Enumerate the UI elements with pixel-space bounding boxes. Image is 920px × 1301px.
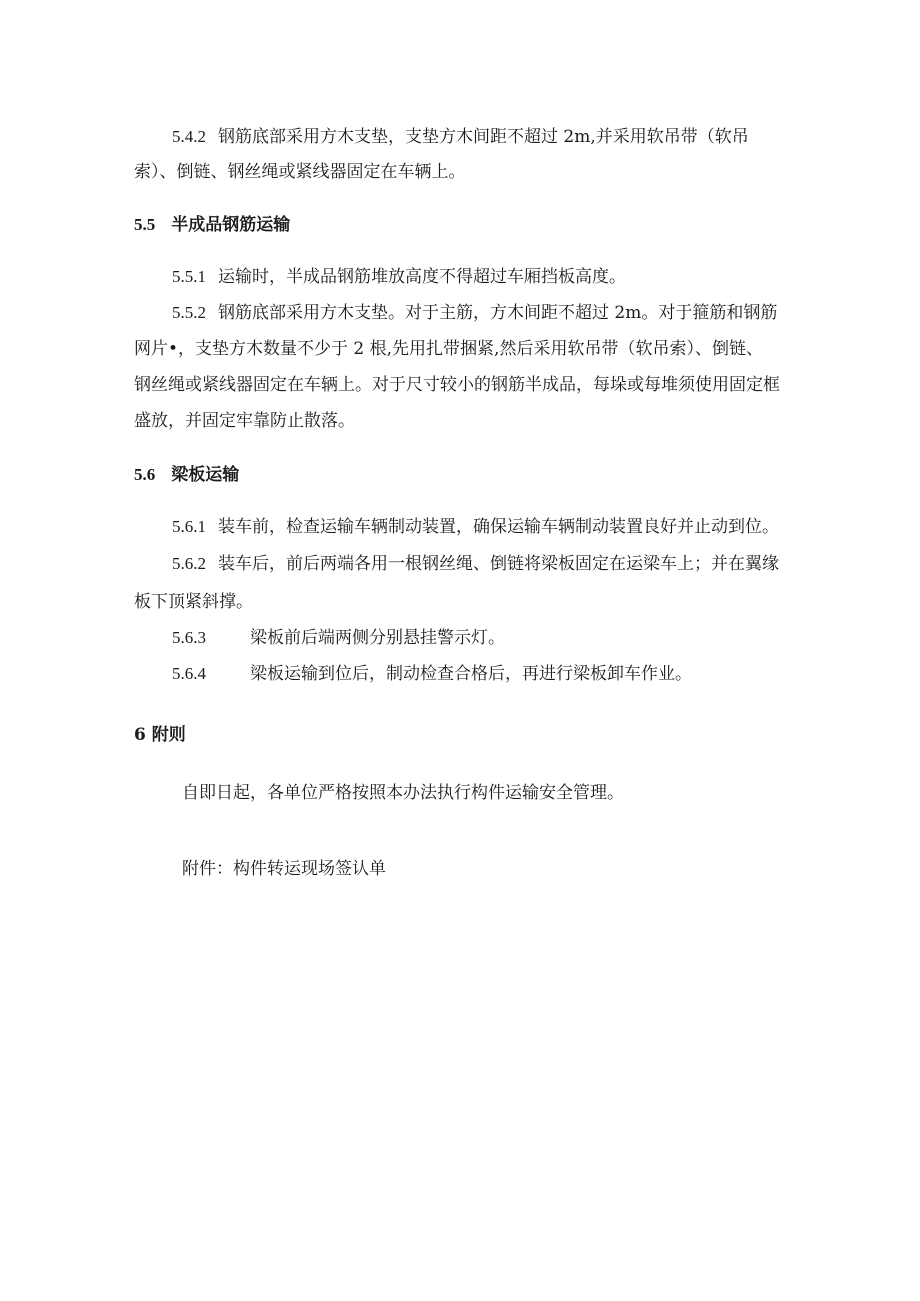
clause-text: 板下顶紧斜撑。	[134, 592, 253, 612]
clause-number: 5.5.2	[172, 303, 206, 322]
clause-text: 梁板运输到位后，制动检查合格后，再进行梁板卸车作业。	[250, 664, 692, 684]
paragraph-5-6-2-line-1	[172, 553, 779, 575]
section-heading-5-6	[134, 464, 239, 486]
clause-text: 梁板前后端两侧分别悬挂警示灯。	[250, 628, 505, 648]
section-number: 5.6	[134, 465, 156, 484]
paragraph-5-4-2-line-1	[172, 126, 749, 148]
clause-number: 5.4.2	[172, 127, 206, 146]
paragraph-5-5-2-line-4	[134, 410, 355, 432]
clause-text: 装车前，检查运输车辆制动装置，确保运输车辆制动装置良好并止动到位。	[218, 517, 779, 537]
clause-text: 运输时，半成品钢筋堆放高度不得超过车厢挡板高度。	[218, 267, 626, 287]
paragraph-5-4-2-line-2	[134, 161, 466, 183]
section-title: 6 附则	[134, 725, 186, 745]
clause-number: 5.6.2	[172, 554, 206, 573]
clause-number: 5.6.4	[172, 664, 206, 683]
clause-text: 盛放，并固定牢靠防止散落。	[134, 411, 355, 431]
clause-text: 钢丝绳或紧线器固定在车辆上。对于尺寸较小的钢筋半成品，每垛或每堆须使用固定框	[134, 375, 780, 395]
attachment-text: 附件：构件转运现场签认单	[182, 859, 386, 879]
section-heading-6	[134, 724, 186, 746]
attachment-note	[182, 858, 386, 880]
clause-text: 索）、倒链、钢丝绳或紧线器固定在车辆上。	[134, 162, 466, 182]
clause-text: 自即日起，各单位严格按照本办法执行构件运输安全管理。	[182, 783, 624, 803]
paragraph-5-6-2-line-2	[134, 591, 253, 613]
paragraph-5-6-4	[172, 663, 692, 685]
paragraph-5-6-3	[172, 627, 505, 649]
paragraph-5-5-1	[172, 266, 626, 288]
section-title: 半成品钢筋运输	[171, 215, 291, 235]
clause-text: 钢筋底部采用方木支垫。对于主筋，方木间距不超过 2m。对于箍筋和钢筋	[218, 303, 778, 323]
paragraph-5-6-1	[172, 516, 779, 538]
paragraph-6	[182, 782, 624, 804]
paragraph-5-5-2-line-3	[134, 374, 780, 396]
paragraph-5-5-2-line-1	[172, 302, 777, 324]
clause-text: 钢筋底部采用方木支垫，支垫方木间距不超过 2m,并采用软吊带（软吊	[218, 127, 749, 147]
paragraph-5-5-2-line-2	[134, 338, 763, 360]
clause-text: 装车后，前后两端各用一根钢丝绳、倒链将梁板固定在运梁车上；并在翼缘	[218, 554, 779, 574]
section-heading-5-5	[134, 214, 290, 236]
section-number: 5.5	[134, 215, 156, 234]
section-title: 梁板运输	[171, 465, 240, 485]
clause-number: 5.6.3	[172, 628, 206, 647]
clause-number: 5.6.1	[172, 517, 206, 536]
clause-number: 5.5.1	[172, 267, 206, 286]
clause-text: 网片•，支垫方木数量不少于 2 根,先用扎带捆紧,然后采用软吊带（软吊索）、倒链、	[134, 339, 763, 359]
